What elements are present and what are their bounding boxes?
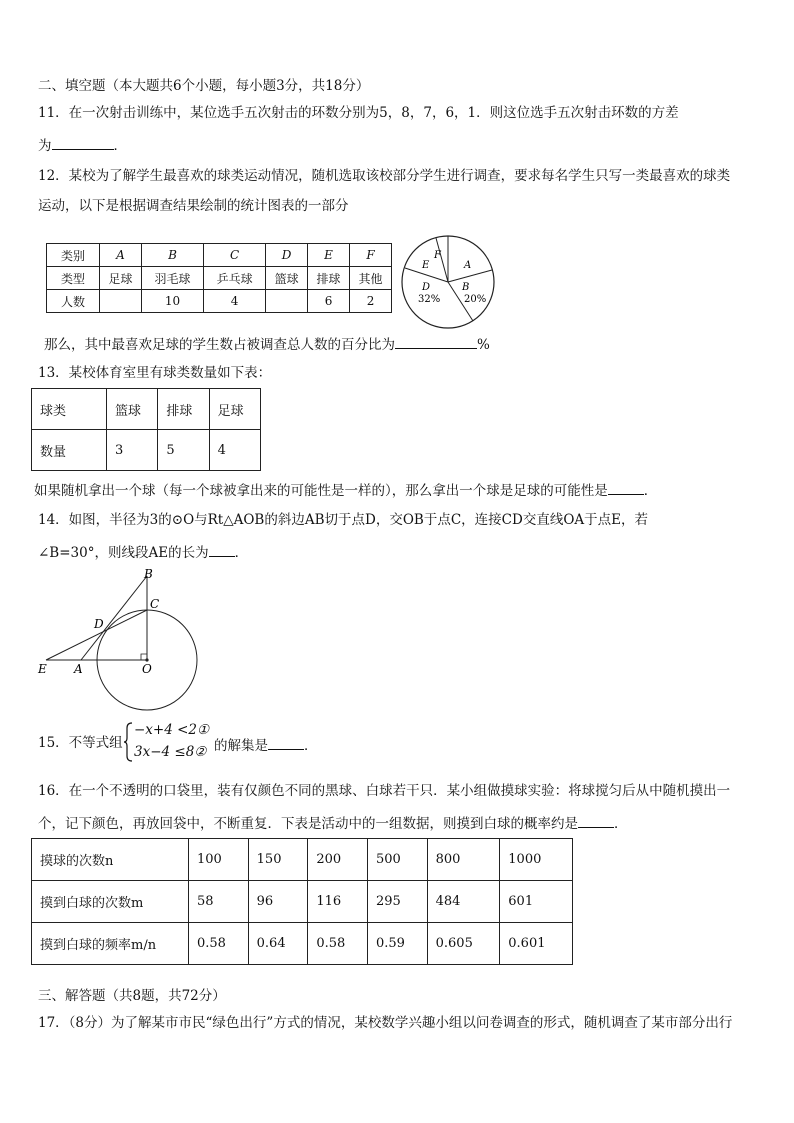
segment-ab xyxy=(81,576,147,660)
pie-label-f: F xyxy=(434,250,441,261)
pie-label-d: D xyxy=(422,282,431,293)
label-a: A xyxy=(74,662,83,676)
pie-label-a: A xyxy=(464,260,472,271)
pie-label-d-pct: 32% xyxy=(418,294,441,305)
q13-table xyxy=(31,388,261,471)
table-row: 球类 篮球 排球 足球 xyxy=(32,389,261,430)
q13-text: 13．某校体育室里有球类数量如下表： xyxy=(38,365,272,381)
label-d: D xyxy=(94,617,104,631)
q16-table xyxy=(31,838,573,965)
pie-divider xyxy=(448,270,492,282)
q12-table xyxy=(46,243,392,313)
brace-icon xyxy=(123,722,133,762)
table-row: 类型 足球 羽毛球 乒乓球 篮球 排球 其他 xyxy=(47,267,392,290)
q15-suffix: 的解集是 ． xyxy=(214,738,318,754)
q13-blank xyxy=(608,482,644,495)
q16-blank xyxy=(578,815,614,828)
q12-question: 那么，其中最喜欢足球的学生数占被调查总人数的百分比为 % xyxy=(44,337,490,353)
q14-line2: ∠B=30°，则线段AE的长为 ． xyxy=(38,545,249,561)
q11-blank xyxy=(52,137,114,150)
section-heading: 二、填空题（本大题共6个小题，每小题3分，共18分） xyxy=(38,78,370,94)
q16-text: 16．在一个不透明的口袋里，装有仅颜色不同的黑球、白球若干只．某小组做摸球实验：将球搅匀后从中随机摸出一 xyxy=(38,783,731,799)
q14-blank xyxy=(209,544,235,557)
q15-blank xyxy=(268,737,304,750)
q13-question: 如果随机拿出一个球（每一个球被拿出来的可能性是一样的），那么拿出一个球是足球的可能性是 ． xyxy=(34,483,658,499)
section-heading: 三、解答题（共8题，共72分） xyxy=(38,988,226,1004)
q12-line2: 运动，以下是根据调查结果绘制的统计图表的一部分 xyxy=(38,198,349,214)
q16-line2: 个，记下颜色，再放回袋中，不断重复．下表是活动中的一组数据，则摸到白球的概率约是 ． xyxy=(38,816,628,832)
pie-label-b-pct: 20% xyxy=(464,294,487,305)
pie-label-e: E xyxy=(422,260,430,271)
q14-text: 14．如图，半径为3的⊙O与Rt△AOB的斜边AB切于点D，交OB于点C，连接CD交直线OA于点E，若 xyxy=(38,512,648,528)
q15-inequality-1: −x+4 <2① xyxy=(134,722,210,738)
pie-label-b: B xyxy=(462,282,470,293)
table-row: 人数 10 4 6 2 xyxy=(47,290,392,313)
q17-text: 17．（8分）为了解某市市民“绿色出行”方式的情况，某校数学兴趣小组以问卷调查的形式，随机调查了某市部分出行 xyxy=(38,1015,733,1031)
q11-text: 11．在一次射击训练中，某位选手五次射击的环数分别为5，8，7，6，1．则这位选手五次射击环数的方差 xyxy=(38,105,679,121)
table-row: 摸球的次数n 100 150 200 500 800 1000 xyxy=(32,839,573,881)
label-e: E xyxy=(38,662,47,676)
q11-line2: 为 ． xyxy=(38,138,127,154)
q12-blank xyxy=(395,336,477,349)
label-c: C xyxy=(150,597,160,611)
q15-prefix: 15．不等式组 xyxy=(38,735,123,751)
label-b: B xyxy=(144,567,153,581)
q12-pie-chart xyxy=(398,232,502,332)
table-row: 摸到白球的频率m/n 0.58 0.64 0.58 0.59 0.605 0.601 xyxy=(32,923,573,965)
q12-text: 12．某校为了解学生最喜欢的球类运动情况，随机选取该校部分学生进行调查，要求每名学生只写一类最喜欢的球类 xyxy=(38,168,731,184)
q14-geometry-figure xyxy=(36,566,200,716)
table-row: 摸到白球的次数m 58 96 116 295 484 601 xyxy=(32,881,573,923)
q15-inequality-2: 3x−4 ≤8② xyxy=(134,744,207,760)
label-o: O xyxy=(142,662,152,676)
table-row: 数量 3 5 4 xyxy=(32,430,261,471)
table-row: 类别 A B C D E F xyxy=(47,244,392,267)
